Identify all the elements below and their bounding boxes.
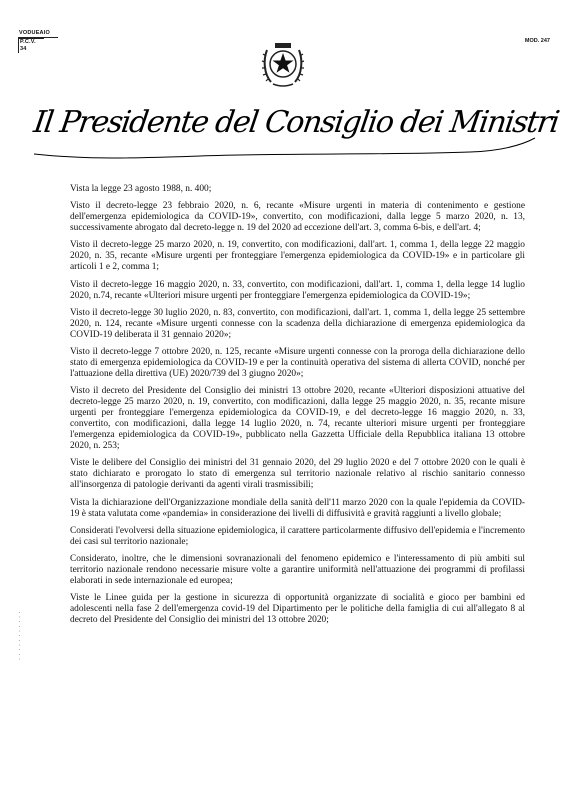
decree-preamble: [70, 184, 525, 632]
letterhead-title: Il Presidente del Consiglio dei Ministri: [31, 105, 561, 140]
preamble-paragraph: Vista la legge 23 agosto 1988, n. 400;: [70, 184, 212, 194]
letterhead-flourish-icon: [30, 100, 540, 160]
margin-mark: · · · · · · · · · · ·: [17, 610, 23, 660]
preamble-paragraph: Visto il decreto-legge 7 ottobre 2020, n. 125, recante «Misure urgenti connesse con la proroga della dichiarazione dello stato di emergenza epidemiologica da COVID-19 e per la continuità operativa del sistema di allerta COVID, nonché per l'attuazione della direttiva (UE) 2020/739 del 3 giugno 2020»;: [70, 346, 525, 379]
preamble-paragraph: Considerato, inoltre, che le dimensioni sovranazionali del fenomeno epidemico e l'interessamento di più ambiti sul territorio nazionale rendono necessarie misure volte a garantire uniformità nell'attuazione dei programmi di profilassi elaborati in sede internazionale ed europea;: [70, 553, 525, 586]
stamp-line-1: VODUEAIO: [18, 30, 58, 38]
preamble-paragraph: Viste le Linee guida per la gestione in sicurezza di opportunità organizzate di socialità e gioco per bambini ed adolescenti nella fase 2 dell'emergenza covid-19 del Dipartimento per le politiche della famiglia di cui all'allegato 8 al decreto del Presidente del Consiglio dei ministri del 13 ottobre 2020;: [70, 593, 525, 626]
stamp-line-2: P.C.V. 34: [18, 38, 44, 53]
preamble-paragraph: Considerati l'evolversi della situazione epidemiologica, il carattere particolarmente diffusivo dell'epidemia e l'incremento dei casi sul territorio nazionale;: [70, 525, 525, 547]
preamble-paragraph: Viste le delibere del Consiglio dei ministri del 31 gennaio 2020, del 29 luglio 2020 e del 7 ottobre 2020 con le quali è stato dichiarato e prorogato lo stato di emergenza sul territorio nazionale relativo al rischio sanitario connesso all'insorgenza di patologie derivanti da agenti virali trasmissibili;: [70, 458, 525, 491]
preamble-paragraph: Vista la dichiarazione dell'Organizzazione mondiale della sanità dell'11 marzo 2020 con la quale l'epidemia da COVID-19 è stata valutata come «pandemia» in considerazione dei livelli di diffusività e gravità raggiunti a livello globale;: [70, 497, 525, 519]
form-code: MOD. 247: [524, 38, 550, 44]
italian-republic-emblem-icon: [261, 40, 305, 88]
preamble-paragraph: Visto il decreto-legge 25 marzo 2020, n. 19, convertito, con modificazioni, dall'art. 1, comma 1, della legge 22 maggio 2020, n. 35, recante «Misure urgenti per fronteggiare l'emergenza epidemiologica da COVID-19» e in particolare gli articoli 1 e 2, comma 1;: [70, 240, 525, 273]
preamble-paragraph: Visto il decreto-legge 30 luglio 2020, n. 83, convertito, con modificazioni, dall'art. 1, comma 1, della legge 25 settembre 2020, n. 124, recante «Misure urgenti connesse con la scadenza della dichiarazione di emergenza epidemiologica da COVID-19 deliberata il 31 gennaio 2020»;: [70, 307, 525, 340]
preamble-paragraph: Visto il decreto-legge 16 maggio 2020, n. 33, convertito, con modificazioni, dall'art. 1, comma 1, della legge 14 luglio 2020, n.74, recante «Ulteriori misure urgenti per fronteggiare l'emergenza epidemiologica da COVID-19»;: [70, 279, 525, 301]
office-stamp: [18, 30, 58, 53]
preamble-paragraph: Visto il decreto-legge 23 febbraio 2020, n. 6, recante «Misure urgenti in materia di contenimento e gestione dell'emergenza epidemiologica da COVID-19», convertito, con modificazioni, dalla legge 5 marzo 2020, n. 13, successivamente abrogato dal decreto-legge n. 19 del 2020 ad eccezione dell'art. 3, comma 6-bis, e dell'art. 4;: [70, 201, 525, 234]
preamble-paragraph: Visto il decreto del Presidente del Consiglio dei ministri 13 ottobre 2020, recante «Ulteriori disposizioni attuative del decreto-legge 25 marzo 2020, n. 19, convertito, con modificazioni, dalla legge 25 maggio 2020, n. 35, recante misure urgenti per fronteggiare l'emergenza epidemiologica da COVID-19, e del decreto-legge 16 maggio 2020, n. 33, convertito, con modificazioni, dalla legge 14 luglio 2020, n. 74, recante ulteriori misure urgenti per fronteggiare l'emergenza epidemiologica da COVID-19», pubblicato nella Gazzetta Ufficiale della Repubblica italiana 13 ottobre 2020, n. 253;: [70, 386, 525, 452]
